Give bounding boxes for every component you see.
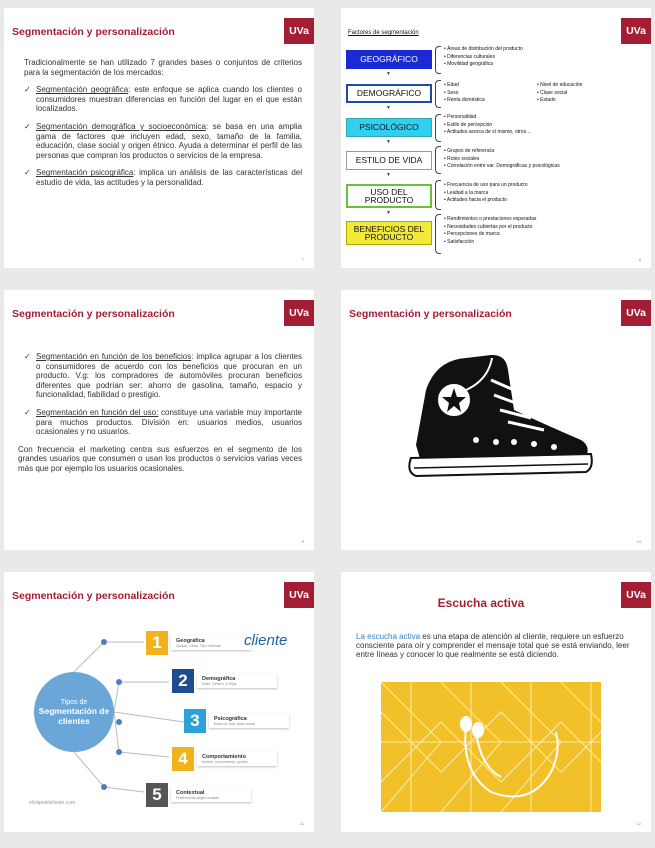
uva-logo: UVa bbox=[284, 300, 314, 326]
slide-title: Segmentación y personalización bbox=[12, 590, 175, 602]
factor-box-uso-del-producto: USO DEL PRODUCTO bbox=[346, 184, 432, 208]
brace bbox=[435, 46, 441, 74]
page-number: 8 bbox=[638, 257, 641, 262]
factor-list: • Rendimientos o prestaciones esperadas • Necesidades cubiertas por el producto • Percepciones de marca • Satisfacción bbox=[444, 216, 536, 246]
earphones-image bbox=[381, 682, 601, 812]
brace bbox=[435, 80, 441, 108]
slide-12 bbox=[341, 572, 651, 832]
slide-title: Segmentación y personalización bbox=[12, 308, 175, 320]
bullet-item: ✓ Segmentación en función de los beneficios: implica agrupar a los clientes o consumidores de acuerdo con los beneficios que procuran en un producto. V.g: los compradores de automóviles procuran beneficios diferentes que podrían ser: ahorro de gasolina, tamaño, espacio y funcionalidad, fiabilidad o prestigio. bbox=[24, 352, 302, 400]
slide-7 bbox=[4, 8, 314, 268]
slide-body bbox=[24, 58, 302, 196]
segment-item: 5 Contextual Preferencias según ocasión bbox=[146, 784, 251, 806]
slide-title: Escucha activa bbox=[437, 596, 525, 610]
brace bbox=[435, 114, 441, 142]
uva-logo: UVa bbox=[284, 582, 314, 608]
brace bbox=[435, 180, 441, 210]
closing-text: Con frecuencia el marketing centra sus esfuerzos en el segmento de los grandes usuarios que consumen o usan los productos o servicios varias veces más que por ejemplo los usuarios ocasionales. bbox=[18, 444, 302, 473]
factor-list: • Edad • Sexo • Renta doméstica bbox=[444, 82, 485, 105]
segment-item: 3 Psicográfica Estilo de vida, clase social bbox=[184, 710, 289, 732]
factor-list: • Frecuencia de uso para un producto • Lealtad a la marca • Actitudes hacia el producto bbox=[444, 182, 527, 205]
segmentation-diagram bbox=[4, 612, 314, 827]
factor-box-geografico: GEOGRÁFICO bbox=[346, 50, 432, 69]
page-number: 9 bbox=[301, 539, 304, 544]
bullet-item: ✓ Segmentación en función del uso: constituye una variable muy importante para muchos productos. División en: usuarios medios, usuarios ocasionales y no usuarios. bbox=[24, 408, 302, 437]
slide-body: La escucha activa es una etapa de atención al cliente, requiere un esfuerzo consciente para oír y comprender el mensaje total que se está enviando, leer entre líneas y conocer lo que realmente se está diciendo. bbox=[356, 632, 630, 660]
bullet-item: ✓ Segmentación demográfica y socioeconómica: se basa en una amplia gama de factores que incluyen edad, sexo, tamaño de la familia, educación, clase social y origen étnico. Ayuda a determinar el perfil de las personas que compran los productos o servicios de la empresa. bbox=[24, 122, 302, 160]
slide-10 bbox=[341, 290, 651, 550]
factor-box-demografico: DEMOGRÁFICO bbox=[346, 84, 432, 103]
factor-box-estilo-de-vida: ESTILO DE VIDA bbox=[346, 151, 432, 170]
center-circle: Tipos de Segmentación de clientes bbox=[34, 672, 114, 752]
bullet-item: ✓ Segmentación psicográfica: implica un análisis de las características del estudio de vida, las actitudes y la personalidad. bbox=[24, 168, 302, 187]
factors-heading: Factores de segmentación bbox=[348, 30, 419, 36]
arrow-icon: ▼ bbox=[386, 139, 391, 145]
slide-body bbox=[18, 352, 303, 482]
bullet-item: ✓ Segmentación geográfica: este enfoque se aplica cuando los clientes o consumidores muestran diferencias en función del lugar en el que están localizados. bbox=[24, 85, 302, 114]
slide-title: Segmentación y personalización bbox=[349, 308, 512, 320]
arrow-icon: ▼ bbox=[386, 105, 391, 111]
page-number: 12 bbox=[636, 821, 641, 826]
arrow-icon: ▼ bbox=[386, 172, 391, 178]
geometric-pattern bbox=[381, 682, 601, 812]
cliente-logo: cliente bbox=[244, 632, 288, 649]
page-number: 7 bbox=[301, 257, 304, 262]
uva-logo: UVa bbox=[284, 18, 314, 44]
arrow-icon: ▼ bbox=[386, 210, 391, 216]
page-number: 10 bbox=[636, 539, 641, 544]
brace bbox=[435, 214, 441, 254]
factor-list-extra: • Nivel de educación • Clase social • Estado bbox=[537, 82, 582, 105]
uva-logo: UVa bbox=[621, 300, 651, 326]
slide-title: Segmentación y personalización bbox=[12, 26, 175, 38]
uva-logo: UVa bbox=[621, 18, 651, 44]
slide-8 bbox=[341, 8, 651, 268]
factor-box-psicologico: PSICOLÓGICO bbox=[346, 118, 432, 137]
slide-9 bbox=[4, 290, 314, 550]
segment-item: 2 Demográfica Edad, Género, # Hijos bbox=[172, 670, 277, 692]
factor-list: • Áreas de distribución del producto • Diferencias culturales • Movilidad geográfica bbox=[444, 46, 523, 69]
factor-list: • Grupos de referencia • Roles sociales • Correlación entre var. Demográficas y psicológicas bbox=[444, 148, 560, 171]
source-site: elviajedelcliente.com bbox=[29, 800, 76, 806]
page-number: 11 bbox=[299, 821, 304, 826]
sneaker-image bbox=[396, 350, 596, 490]
intro-text: Tradicionalmente se han utilizado 7 grandes bases o conjuntos de criterios para la segmentación de los mercados: bbox=[24, 58, 302, 77]
factor-box-beneficios: BENEFICIOS DEL PRODUCTO bbox=[346, 221, 432, 245]
uva-logo: UVa bbox=[621, 582, 651, 608]
segment-item: 1 Geográfica Ciudad, Clima, Tipo Vivienda bbox=[146, 632, 251, 654]
slide-11 bbox=[4, 572, 314, 832]
arrow-icon: ▼ bbox=[386, 71, 391, 77]
brace bbox=[435, 146, 441, 174]
segment-item: 4 Comportamiento Actitud, conocimiento, gustos bbox=[172, 748, 277, 770]
factor-list: • Personalidad • Estilo de percepción • Actitudes acerca de sí mismo, otros... bbox=[444, 114, 530, 137]
